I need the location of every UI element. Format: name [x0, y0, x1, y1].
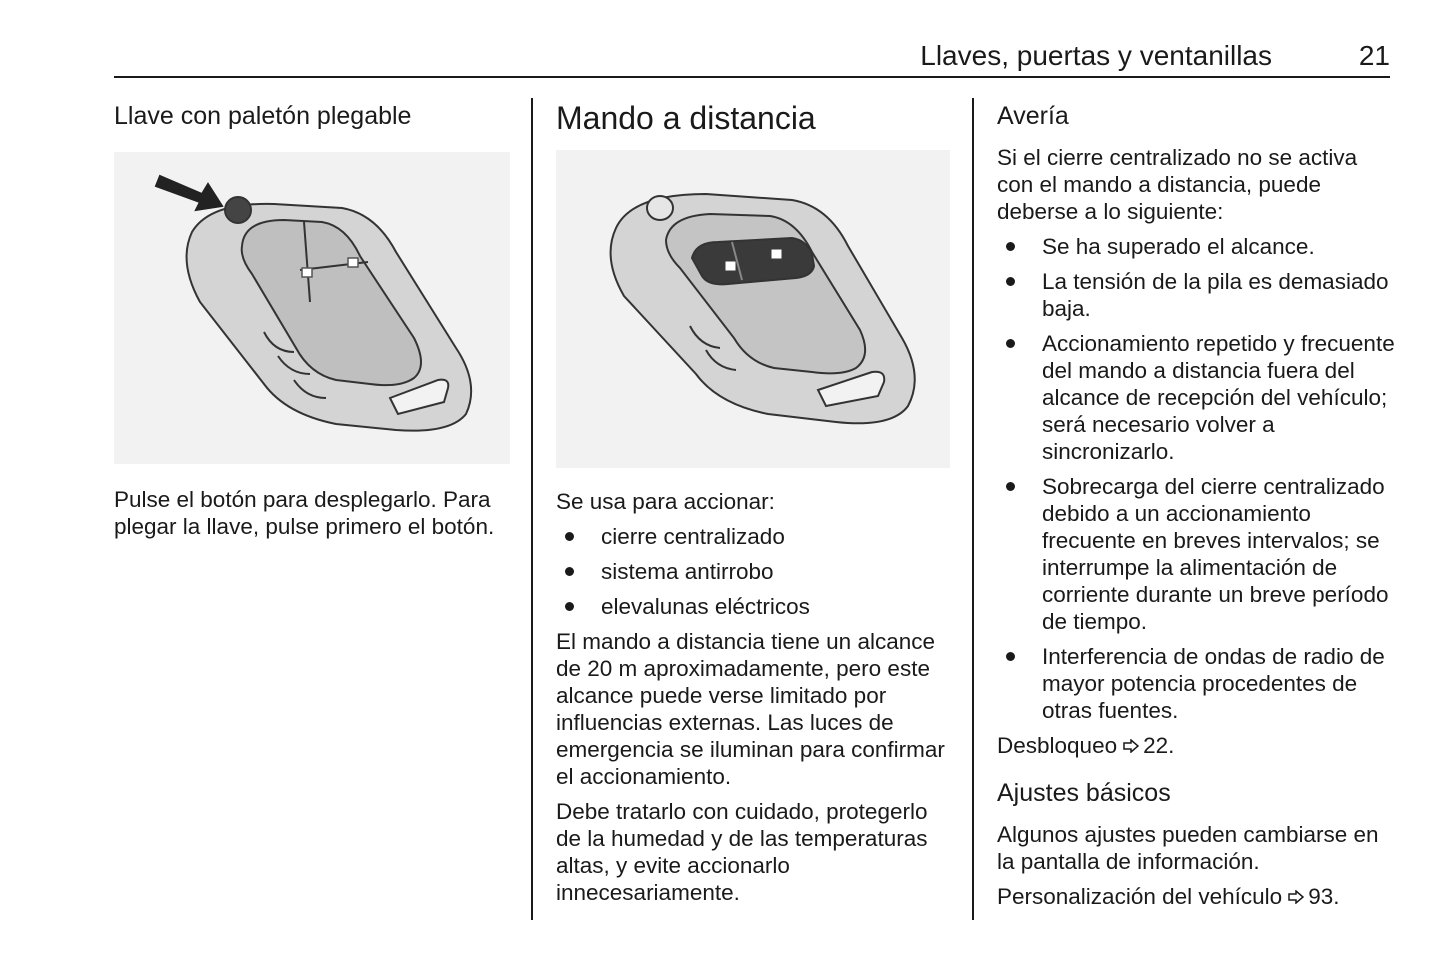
key-fob-with-arrow-image	[114, 152, 510, 464]
cross-reference-arrow-icon	[1123, 739, 1139, 753]
remote-functions-list	[556, 523, 956, 620]
list-item: La tensión de la pila es demasiado baja.	[997, 268, 1397, 322]
bullet-icon	[1006, 339, 1015, 348]
page-number: 21	[1358, 40, 1390, 71]
section-heading-remote-control: Mando a distancia	[556, 100, 816, 136]
list-item: elevalunas eléctricos	[556, 593, 956, 620]
remote-care-paragraph: Debe tratarlo con cuidado, protegerlo de la humedad y de las temperaturas altas, y evite accionarlo innecesariamente.	[556, 799, 928, 905]
column-divider-2	[972, 98, 974, 920]
folding-key-caption: Pulse el botón para desplegarlo. Para plegar la llave, pulse primero el botón.	[114, 487, 495, 539]
remote-control-intro: Se usa para accionar:	[556, 489, 775, 514]
list-item: Interferencia de ondas de radio de mayor potencia procedentes de otras fuentes.	[997, 643, 1397, 724]
column-fault	[997, 98, 1397, 910]
bullet-icon	[1006, 482, 1015, 491]
bullet-icon	[1006, 277, 1015, 286]
remote-range-paragraph: El mando a distancia tiene un alcance de 20 m aproximadamente, pero este alcance puede verse limitado por influencias externas. Las luces de emergencia se iluminan para confirmar el accionamiento.	[556, 629, 945, 789]
remote-control-illustration	[556, 150, 950, 468]
running-header-title: Llaves, puertas y ventanillas	[920, 40, 1272, 71]
list-item: Se ha superado el alcance.	[997, 233, 1397, 260]
unlock-cross-reference[interactable]: Desbloqueo 22.	[997, 733, 1175, 758]
bullet-icon	[565, 602, 574, 611]
list-item: Sobrecarga del cierre centralizado debido a un accionamiento frecuente en breves intervalos; se interrumpe la alimentación de corriente durante un breve período de tiempo.	[997, 473, 1397, 635]
column-folding-key	[114, 98, 514, 540]
header-rule	[114, 76, 1390, 78]
section-heading-basic-settings: Ajustes básicos	[997, 779, 1171, 807]
bullet-icon	[565, 532, 574, 541]
column-divider-1	[531, 98, 533, 920]
list-item: sistema antirrobo	[556, 558, 956, 585]
list-item: cierre centralizado	[556, 523, 956, 550]
list-item: Accionamiento repetido y frecuente del mando a distancia fuera del alcance de recepción del vehículo; será necesario volver a sincronizarlo.	[997, 330, 1397, 465]
bullet-icon	[565, 567, 574, 576]
section-heading-fault: Avería	[997, 102, 1069, 130]
fault-causes-list	[997, 233, 1397, 724]
personalization-cross-reference[interactable]: Personalización del vehículo 93.	[997, 884, 1340, 909]
bullet-icon	[1006, 652, 1015, 661]
bullet-icon	[1006, 242, 1015, 251]
basic-settings-paragraph: Algunos ajustes pueden cambiarse en la pantalla de información.	[997, 822, 1379, 874]
remote-key-fob-image	[556, 150, 950, 468]
section-heading-folding-key: Llave con paletón plegable	[114, 102, 412, 130]
folding-key-illustration	[114, 152, 510, 464]
fault-intro: Si el cierre centralizado no se activa con el mando a distancia, puede deberse a lo siguiente:	[997, 145, 1358, 224]
column-remote-control	[556, 98, 956, 906]
cross-reference-arrow-icon	[1288, 890, 1304, 904]
